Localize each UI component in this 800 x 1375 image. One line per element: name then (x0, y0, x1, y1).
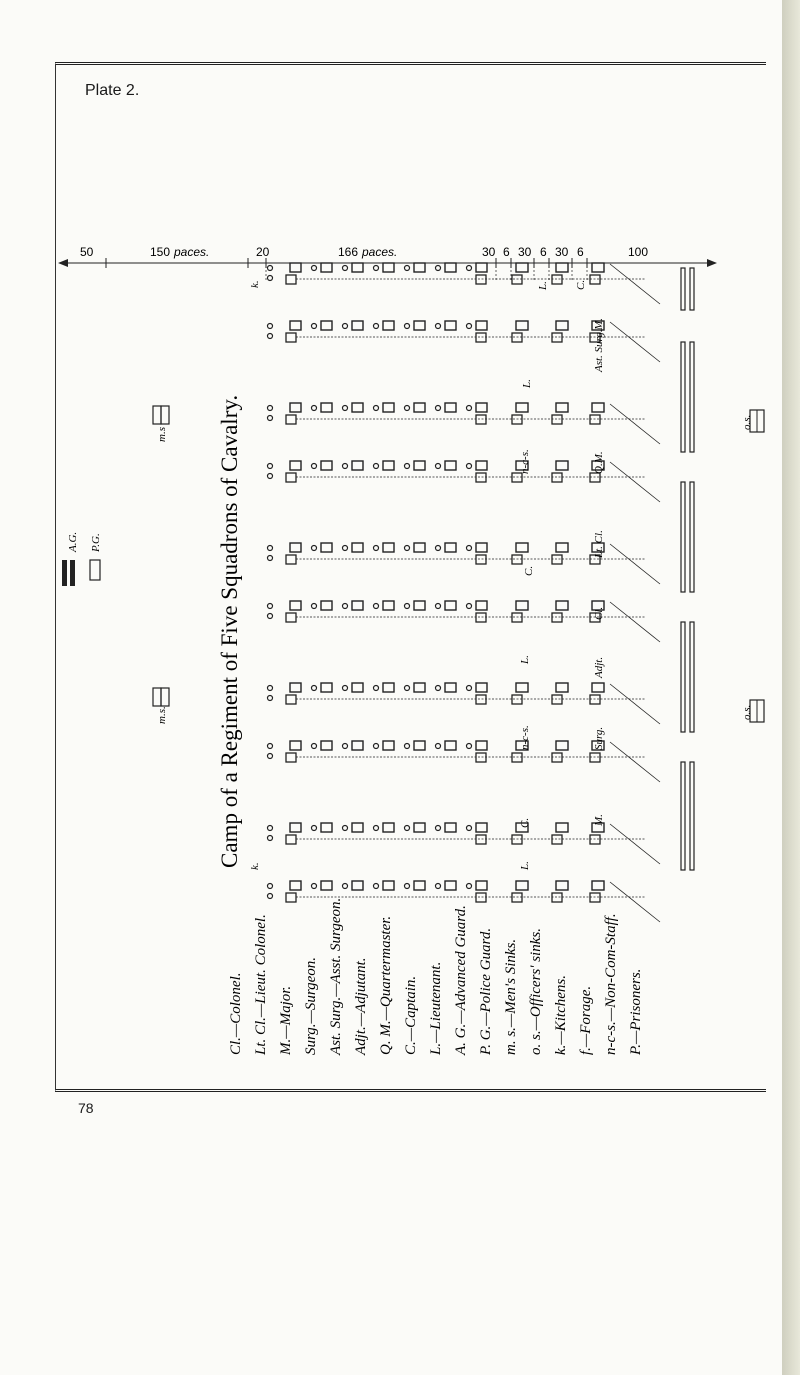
tent (290, 543, 301, 552)
forage-box (476, 415, 486, 424)
horse-marker (312, 464, 317, 469)
tent (290, 321, 301, 330)
forage-box (590, 893, 600, 902)
tent (445, 321, 456, 330)
officers-sinks-label: o.s. (741, 414, 753, 430)
legend (228, 898, 644, 1056)
horse-marker (405, 464, 410, 469)
forage-box (512, 613, 522, 622)
diagonal-line (610, 684, 660, 724)
tent (321, 683, 332, 692)
tent (445, 263, 456, 272)
tent (352, 543, 363, 552)
forage-box (590, 835, 600, 844)
tent (352, 741, 363, 750)
tent (352, 321, 363, 330)
officer-tent (592, 683, 604, 692)
asst-surgeon-label: Ast. Surg. (593, 329, 605, 372)
officer-tent (556, 461, 568, 470)
picket-marker (268, 686, 273, 691)
officer-tent (516, 321, 528, 330)
tent (383, 263, 394, 272)
forage-box (512, 893, 522, 902)
horse-marker (343, 604, 348, 609)
tent (414, 263, 425, 272)
stable-wall (681, 482, 685, 592)
kitchen-label: k. (249, 280, 261, 288)
horse-marker (467, 744, 472, 749)
officer-tent (592, 403, 604, 412)
tent (321, 263, 332, 272)
horse-marker (374, 324, 379, 329)
surgeon-label: Surg. (593, 726, 605, 750)
forage-box (286, 613, 296, 622)
diagonal-line (610, 462, 660, 502)
tent (352, 403, 363, 412)
forage-box (286, 835, 296, 844)
forage-box (286, 415, 296, 424)
horse-marker (436, 884, 441, 889)
tent (476, 601, 487, 610)
dimension-label: 6 (577, 245, 584, 259)
tent (290, 403, 301, 412)
horse-marker (312, 686, 317, 691)
legend-item: o. s.—Officers' sinks. (528, 928, 544, 1055)
diagonal-line (610, 264, 660, 304)
tent (414, 321, 425, 330)
tent (445, 543, 456, 552)
forage-box (512, 555, 522, 564)
horse-marker (343, 744, 348, 749)
officer-tent (516, 263, 528, 272)
page-number: 78 (78, 1100, 94, 1116)
horse-marker (436, 686, 441, 691)
forage-box (552, 473, 562, 482)
forage-box (476, 695, 486, 704)
forage-box (512, 333, 522, 342)
tent (321, 543, 332, 552)
tent (321, 741, 332, 750)
legend-item: Ast. Surg.—Asst. Surgeon. (328, 897, 344, 1055)
dimension-label: 50 (80, 245, 94, 259)
picket-marker (268, 826, 273, 831)
picket-marker (268, 836, 273, 841)
forage-box (552, 613, 562, 622)
forage-box (476, 555, 486, 564)
forage-box (590, 753, 600, 762)
mens-sinks-label: m.s. (156, 706, 168, 724)
forage-box (552, 753, 562, 762)
horse-marker (374, 744, 379, 749)
lieut-colonel-label: Lt. Cl. (593, 530, 605, 558)
officer-tent (516, 403, 528, 412)
tent (383, 461, 394, 470)
forage-box (552, 893, 562, 902)
forage-box (552, 555, 562, 564)
diagonal-line (610, 742, 660, 782)
officer-tent (516, 881, 528, 890)
horse-marker (467, 464, 472, 469)
legend-item: Cl.—Colonel. (228, 972, 244, 1055)
legend-item: Adjt.—Adjutant. (353, 957, 369, 1055)
horse-marker (312, 744, 317, 749)
tent (414, 543, 425, 552)
tent (414, 881, 425, 890)
horse-marker (467, 324, 472, 329)
dimension-label: 100 (628, 245, 649, 259)
horse-marker (405, 266, 410, 271)
horse-marker (467, 604, 472, 609)
dimension-label: 6 (540, 245, 547, 259)
major-label: M. (593, 814, 605, 826)
legend-item: M.—Major. (278, 985, 294, 1055)
horse-marker (374, 686, 379, 691)
horse-marker (374, 546, 379, 551)
tent (290, 683, 301, 692)
tent (476, 321, 487, 330)
picket-marker (268, 754, 273, 759)
tent-rows (266, 263, 694, 922)
forage-box (512, 753, 522, 762)
major-label: M. (593, 318, 605, 330)
diagonal-line (610, 824, 660, 864)
officer-tent (556, 741, 568, 750)
horse-marker (312, 884, 317, 889)
forage-box (512, 695, 522, 704)
legend-item: P. G.—Police Guard. (478, 927, 494, 1055)
horse-marker (405, 826, 410, 831)
non-com-staff-label: n-c-s. (519, 449, 531, 474)
picket-marker (268, 604, 273, 609)
dimension-label: paces. (362, 245, 398, 259)
legend-item: f.—Forage. (578, 985, 594, 1055)
stable-wall (690, 342, 694, 452)
adjutant-label: Adjt. (593, 656, 605, 678)
horse-marker (436, 266, 441, 271)
stable-wall (690, 268, 694, 310)
officer-tent (592, 881, 604, 890)
row-labels (249, 280, 605, 871)
tent (445, 601, 456, 610)
forage-box (552, 695, 562, 704)
tent (445, 823, 456, 832)
dimension-label: 30 (555, 245, 569, 259)
tent (476, 823, 487, 832)
picket-marker (268, 276, 273, 281)
diagonal-line (610, 322, 660, 362)
tent (321, 881, 332, 890)
picket-marker (268, 884, 273, 889)
tent (383, 881, 394, 890)
horse-marker (405, 546, 410, 551)
picket-marker (268, 546, 273, 551)
officer-tent (516, 601, 528, 610)
horse-marker (467, 406, 472, 411)
horse-marker (343, 324, 348, 329)
kitchen-label: k. (249, 862, 261, 870)
horse-marker (374, 266, 379, 271)
horse-marker (343, 406, 348, 411)
forage-box (476, 333, 486, 342)
tent (414, 741, 425, 750)
tent (352, 683, 363, 692)
diagonal-line (610, 544, 660, 584)
advanced-guard-label: A.G. (67, 531, 79, 552)
horse-marker (405, 324, 410, 329)
horse-marker (436, 464, 441, 469)
legend-item: Lt. Cl.—Lieut. Colonel. (253, 914, 269, 1055)
forage-box (476, 753, 486, 762)
tent (414, 403, 425, 412)
horse-marker (467, 546, 472, 551)
legend-item: C.—Captain. (403, 975, 419, 1055)
tent (383, 823, 394, 832)
lieutenant-label: L. (537, 281, 549, 290)
dimension-label: 150 (150, 245, 171, 259)
stable-wall (681, 268, 685, 310)
lieutenant-label: L. (521, 379, 533, 388)
stable-wall (690, 482, 694, 592)
picket-marker (268, 474, 273, 479)
stable-wall (690, 762, 694, 870)
tent (321, 601, 332, 610)
dimension-label: 30 (482, 245, 496, 259)
picket-marker (268, 744, 273, 749)
horse-marker (343, 686, 348, 691)
tent (476, 741, 487, 750)
officer-tent (556, 543, 568, 552)
tent (445, 683, 456, 692)
tent (383, 601, 394, 610)
tent (445, 403, 456, 412)
legend-item: A. G.—Advanced Guard. (453, 905, 469, 1055)
dimension-label: paces. (174, 245, 210, 259)
horse-marker (312, 826, 317, 831)
tent (476, 683, 487, 692)
tent (290, 601, 301, 610)
forage-box (590, 695, 600, 704)
horse-marker (374, 406, 379, 411)
captain-label: C. (519, 817, 531, 828)
picket-marker (268, 614, 273, 619)
forage-box (286, 695, 296, 704)
dimension-label: 166 (338, 245, 359, 259)
horse-marker (312, 406, 317, 411)
horse-marker (343, 884, 348, 889)
tent (352, 263, 363, 272)
officer-tent (556, 683, 568, 692)
tent (321, 823, 332, 832)
mens-sinks-label: m.s (156, 427, 168, 442)
tent (383, 683, 394, 692)
tent (321, 461, 332, 470)
officer-tent (556, 263, 568, 272)
tent (476, 263, 487, 272)
picket-marker (268, 696, 273, 701)
officer-tent (516, 543, 528, 552)
forage-box (286, 555, 296, 564)
horse-marker (436, 546, 441, 551)
horse-marker (405, 744, 410, 749)
tent (414, 461, 425, 470)
horse-marker (467, 266, 472, 271)
picket-marker (268, 324, 273, 329)
stable-wall (681, 762, 685, 870)
horse-marker (312, 324, 317, 329)
horse-marker (405, 686, 410, 691)
tent (383, 403, 394, 412)
officer-tent (592, 263, 604, 272)
tent (476, 403, 487, 412)
officer-tent (556, 881, 568, 890)
tent (476, 881, 487, 890)
horse-marker (467, 686, 472, 691)
forage-box (286, 893, 296, 902)
picket-marker (268, 416, 273, 421)
tent (352, 823, 363, 832)
horse-marker (436, 604, 441, 609)
officer-tent (516, 683, 528, 692)
picket-marker (268, 334, 273, 339)
tent (414, 683, 425, 692)
forage-box (476, 275, 486, 284)
legend-item: n-c-s.—Non-Com-Staff. (603, 913, 619, 1055)
horse-marker (405, 406, 410, 411)
picket-marker (268, 406, 273, 411)
diagonal-line (610, 404, 660, 444)
dimension-label: 30 (518, 245, 532, 259)
stable-wall (681, 342, 685, 452)
tent (445, 741, 456, 750)
horse-marker (343, 266, 348, 271)
forage-box (552, 415, 562, 424)
tent (321, 321, 332, 330)
tent (290, 823, 301, 832)
horse-marker (312, 266, 317, 271)
diagonal-line (610, 602, 660, 642)
dimension-line (58, 245, 717, 268)
picket-marker (268, 894, 273, 899)
tent (476, 461, 487, 470)
captain-label: C. (523, 565, 535, 576)
horse-marker (374, 884, 379, 889)
lieutenant-label: L. (519, 861, 531, 870)
horse-marker (374, 604, 379, 609)
horse-marker (374, 464, 379, 469)
officer-tent (556, 321, 568, 330)
tent (290, 741, 301, 750)
quartermaster-label: Q.M. (593, 451, 605, 474)
tent (352, 461, 363, 470)
police-guard-label: P.G. (90, 533, 102, 552)
tent (445, 461, 456, 470)
right-structures (741, 410, 764, 722)
lieutenant-label: L. (519, 655, 531, 664)
tent (290, 461, 301, 470)
horse-marker (467, 884, 472, 889)
forage-box (590, 415, 600, 424)
legend-item: m. s.—Men's Sinks. (503, 938, 519, 1055)
forage-box (476, 473, 486, 482)
horse-marker (343, 826, 348, 831)
tent (383, 543, 394, 552)
diagram-title: Camp of a Regiment of Five Squadrons of Cavalry. (217, 394, 242, 868)
officers-sinks-label: o.s. (741, 704, 753, 720)
tent (290, 263, 301, 272)
picket-marker (268, 266, 273, 271)
horse-marker (374, 826, 379, 831)
tent (352, 601, 363, 610)
legend-item: k.—Kitchens. (553, 975, 569, 1055)
forage-box (286, 333, 296, 342)
horse-marker (436, 826, 441, 831)
picket-marker (268, 464, 273, 469)
forage-box (476, 613, 486, 622)
horse-marker (312, 604, 317, 609)
horse-marker (405, 604, 410, 609)
tent (383, 321, 394, 330)
forage-box (476, 893, 486, 902)
tent (445, 881, 456, 890)
tent (290, 881, 301, 890)
tent (414, 823, 425, 832)
forage-box (512, 415, 522, 424)
forage-box (552, 275, 562, 284)
officer-tent (556, 601, 568, 610)
horse-marker (467, 826, 472, 831)
forage-box (286, 473, 296, 482)
forage-box (512, 275, 522, 284)
forage-box (286, 275, 296, 284)
legend-item: P.—Prisoners. (628, 968, 644, 1055)
forage-box (552, 835, 562, 844)
legend-item: L.—Lieutenant. (428, 961, 444, 1055)
forage-box (552, 333, 562, 342)
horse-marker (343, 546, 348, 551)
legend-item: Q. M.—Quartermaster. (378, 915, 394, 1055)
dimension-label: 20 (256, 245, 270, 259)
officer-tent (556, 823, 568, 832)
horse-marker (405, 884, 410, 889)
stable-wall (690, 622, 694, 732)
stable-wall (681, 622, 685, 732)
tent (352, 881, 363, 890)
forage-box (476, 835, 486, 844)
tent (383, 741, 394, 750)
picket-marker (268, 556, 273, 561)
dimension-label: 6 (503, 245, 510, 259)
left-structures (62, 406, 169, 724)
tent (321, 403, 332, 412)
forage-box (512, 835, 522, 844)
horse-marker (436, 406, 441, 411)
tent (414, 601, 425, 610)
non-com-staff-label: n-c-s. (519, 725, 531, 750)
horse-marker (436, 324, 441, 329)
legend-item: Surg.—Surgeon. (303, 956, 319, 1055)
forage-box (590, 275, 600, 284)
captain-label: C. (575, 279, 587, 290)
horse-marker (436, 744, 441, 749)
horse-marker (343, 464, 348, 469)
plate-label: Plate 2. (85, 82, 140, 99)
colonel-label: Cl. (593, 606, 605, 620)
horse-marker (312, 546, 317, 551)
forage-box (286, 753, 296, 762)
officer-tent (556, 403, 568, 412)
tent (476, 543, 487, 552)
